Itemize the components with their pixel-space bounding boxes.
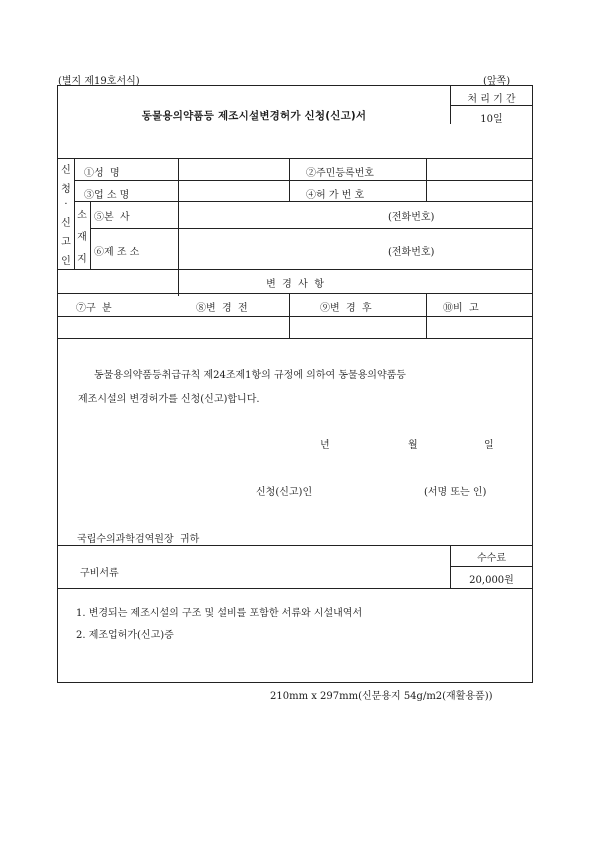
head-office-label: ⑤본 사 — [94, 212, 130, 223]
side-char: 고 — [61, 237, 71, 248]
name-field[interactable] — [179, 160, 289, 180]
side-char: 신 — [61, 218, 71, 229]
change-category-cell[interactable] — [59, 317, 178, 338]
change-before-cell[interactable] — [179, 317, 289, 338]
date-day-label: 일 — [484, 440, 494, 451]
application-form — [57, 85, 533, 683]
manufactory-label: ⑥제 조 소 — [94, 247, 140, 258]
resident-number-label: ②주민등록번호 — [306, 168, 374, 179]
fee-value: 20,000원 — [469, 575, 514, 586]
form-number: (별지 제19호서식) — [58, 76, 140, 87]
document-item-2: 2. 제조업허가(신고)증 — [76, 630, 174, 641]
resident-number-field[interactable] — [427, 160, 532, 180]
fee-label: 수수료 — [477, 553, 506, 564]
col-after-header: ⑨변 경 후 — [320, 303, 372, 314]
divider — [58, 158, 532, 159]
signature-note: (서명 또는 인) — [424, 487, 487, 498]
statement-line-1: 동물용의약품등취급규칙 제24조제1항의 규정에 의하여 동물용의약품등 — [94, 370, 406, 381]
side-char: 소 — [77, 209, 87, 221]
date-year-label: 년 — [320, 440, 330, 451]
col-category-header: ⑦구 분 — [76, 303, 112, 314]
page-side-label: (앞쪽) — [483, 76, 511, 87]
change-remark-cell[interactable] — [427, 317, 532, 338]
divider — [90, 202, 91, 269]
date-month-label: 월 — [408, 440, 418, 451]
col-remark-header: ⑩비 고 — [443, 303, 479, 314]
applicant-label: 신청(신고)인 — [256, 487, 313, 498]
divider — [58, 338, 532, 339]
business-name-label: ③업 소 명 — [84, 190, 130, 201]
applicant-side-label — [58, 159, 74, 269]
permit-number-field[interactable] — [427, 181, 532, 201]
manufactory-phone-label: (전화번호) — [388, 247, 435, 258]
statement-line-2: 제조시설의 변경허가를 신청(신고)합니다. — [78, 394, 260, 405]
side-char: 지 — [77, 254, 87, 266]
divider — [58, 293, 532, 294]
head-office-phone-label: (전화번호) — [388, 212, 435, 223]
side-char: 청 — [61, 184, 71, 195]
side-char: · — [64, 199, 68, 210]
form-title: 동물용의약품등 제조시설변경허가 신청(신고)서 — [141, 110, 367, 122]
processing-period-value: 10일 — [480, 114, 503, 125]
changes-heading: 변 경 사 항 — [266, 279, 324, 290]
documents-label: 구비서류 — [80, 568, 119, 579]
business-name-field[interactable] — [179, 181, 289, 201]
side-char: 재 — [77, 231, 87, 243]
side-char: 신 — [61, 165, 71, 176]
processing-period-label: 처 리 기 간 — [467, 94, 516, 105]
addressee: 국립수의과학검역원장 귀하 — [77, 534, 200, 545]
name-label: ①성 명 — [84, 168, 120, 179]
divider — [450, 566, 532, 567]
location-side-label — [74, 202, 90, 269]
change-after-cell[interactable] — [290, 317, 426, 338]
side-char: 인 — [61, 256, 71, 267]
paper-spec: 210mm x 297mm(신문용지 54g/m2(재활용품)) — [270, 691, 493, 702]
permit-number-label: ④허 가 번 호 — [306, 190, 365, 201]
col-before-header: ⑧변 경 전 — [196, 303, 248, 314]
document-item-1: 1. 변경되는 제조시설의 구조 및 설비를 포함한 서류와 시설내역서 — [76, 608, 363, 619]
divider — [58, 269, 532, 270]
divider — [450, 105, 532, 106]
divider — [58, 588, 532, 589]
divider — [58, 545, 532, 546]
